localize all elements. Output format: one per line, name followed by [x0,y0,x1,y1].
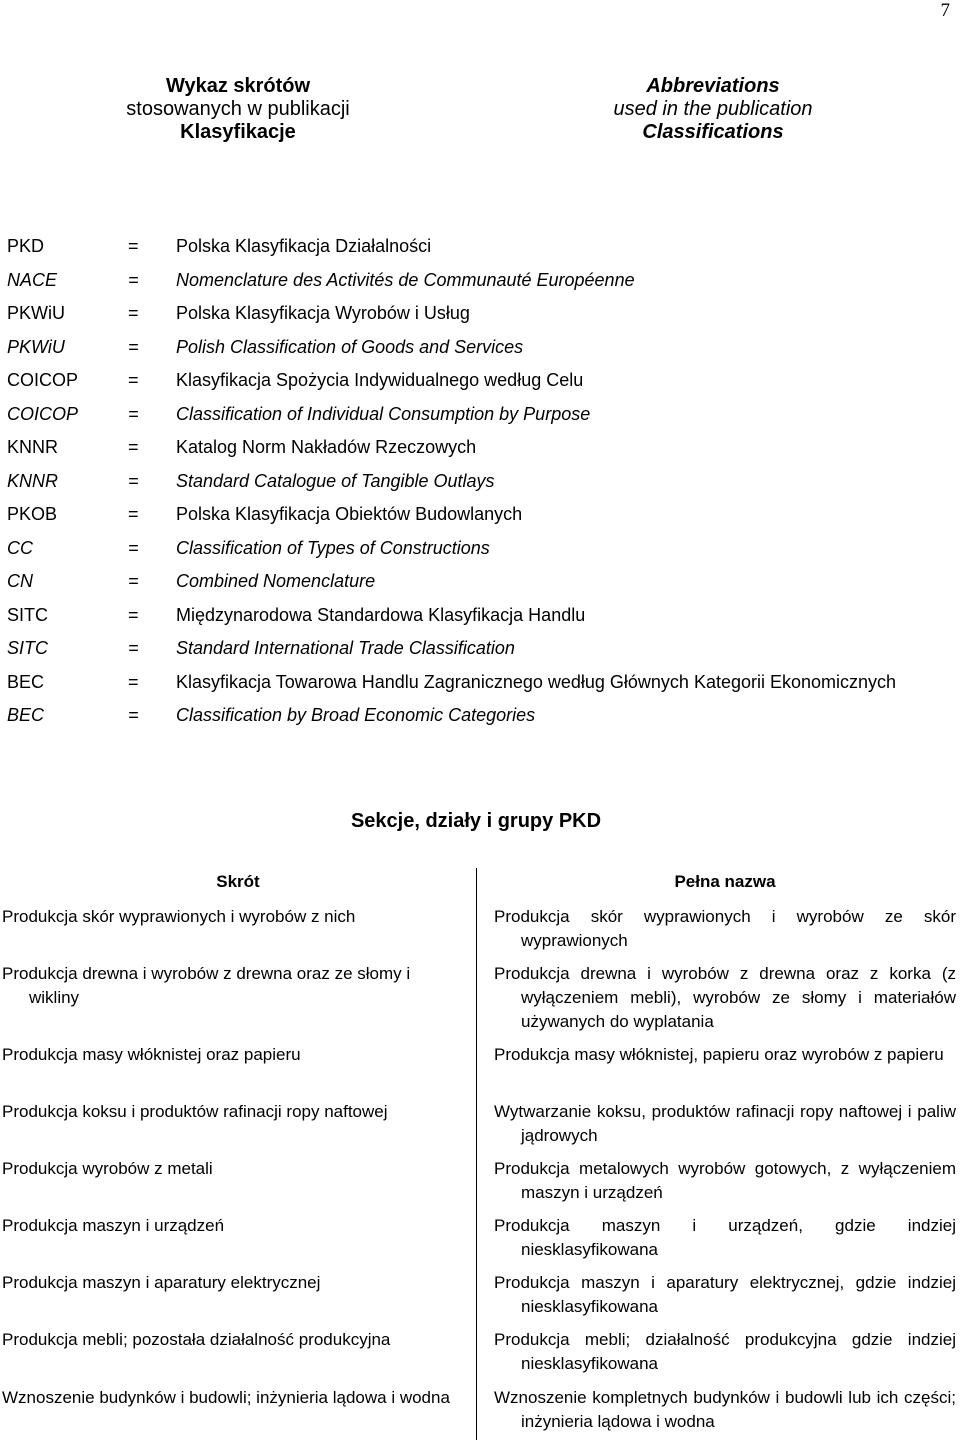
equals-sign: = [128,504,139,524]
abbreviation-description: Polska Klasyfikacja Wyrobów i Usług [176,303,470,323]
title-english [533,75,893,144]
abbreviation-code: SITC [7,638,49,658]
abbreviation-row [7,632,957,666]
abbreviation-code: CN [7,571,33,591]
title-polish-line3: Klasyfikacje [180,121,296,143]
abbreviation-row [7,498,957,532]
abbreviation-row [7,398,957,432]
abbreviation-description: Polish Classification of Goods and Services [176,336,524,357]
title-polish-line2: stosowanych w publikacji [126,98,350,120]
abbreviation-code: KNNR [7,470,59,491]
title-polish [58,75,418,144]
abbreviation-row [7,532,957,566]
page-number: 7 [940,0,950,21]
abbreviation-code: PKWiU [7,303,65,323]
title-english-line1: Abbreviations [646,75,780,97]
equals-sign: = [128,336,139,357]
section-title: Sekcje, działy i grupy PKD [350,810,602,832]
pkd-table [0,868,960,1440]
equals-sign: = [128,303,139,323]
equals-sign: = [128,537,139,558]
abbreviation-description: Polska Klasyfikacja Działalności [176,236,432,256]
table-cell-full: Produkcja masy włóknistej, papieru oraz wyrobów z papieru [494,1045,944,1064]
table-cell-short: Produkcja mebli; pozostała działalność produkcyjna [2,1330,391,1349]
abbreviation-row [7,565,957,599]
title-english-line3: Classifications [642,121,784,143]
abbreviation-description: Międzynarodowa Standardowa Klasyfikacja Handlu [176,604,586,625]
table-cell-full: Produkcja drewna i wyrobów z drewna oraz z korka (z wyłączeniem mebli), wyrobów ze słomy i materiałów używanych do wyplatania [494,964,956,1031]
abbreviation-row [7,666,957,700]
title-english-line2: used in the publication [613,98,813,120]
abbreviation-row [7,465,957,499]
equals-sign: = [128,705,139,725]
table-cell-full: Produkcja skór wyprawionych i wyrobów ze skór wyprawionych [494,907,956,950]
table-cell-short: Produkcja maszyn i urządzeń [2,1216,225,1235]
abbreviation-description: Classification of Individual Consumption by Purpose [176,403,591,424]
table-cell-full: Wytwarzanie koksu, produktów rafinacji ropy naftowej i paliw jądrowych [494,1102,956,1145]
abbreviation-description: Polska Klasyfikacja Obiektów Budowlanych [176,504,523,524]
column-divider [476,868,477,1440]
table-cell-full: Produkcja mebli; działalność produkcyjna gdzie indziej niesklasyfikowana [494,1330,956,1373]
table-cell-full: Produkcja maszyn i aparatury elektrycznej, gdzie indziej niesklasyfikowana [494,1273,956,1316]
abbreviation-code: NACE [7,269,58,290]
abbreviation-description: Katalog Norm Nakładów Rzeczowych [176,437,477,457]
table-cell-full: Produkcja maszyn i urządzeń, gdzie indziej niesklasyfikowana [494,1216,956,1259]
abbreviation-row [7,230,957,264]
equals-sign: = [128,638,139,658]
table-cell-full: Produkcja metalowych wyrobów gotowych, z wyłączeniem maszyn i urządzeń [494,1159,956,1202]
abbreviation-row [7,331,957,365]
abbreviation-row [7,599,957,633]
abbreviation-row [7,364,957,398]
abbreviation-code: PKD [7,236,45,256]
abbreviation-code: COICOP [7,370,79,390]
abbreviation-code: BEC [7,671,45,692]
abbreviation-description: Nomenclature des Activités de Communauté Européenne [176,269,635,290]
abbreviation-code: BEC [7,705,45,725]
abbreviation-list [7,230,957,733]
table-cell-short: Produkcja wyrobów z metali [2,1159,213,1178]
title-polish-line1: Wykaz skrótów [165,75,311,97]
abbreviation-row [7,297,957,331]
equals-sign: = [128,370,139,390]
abbreviation-description: Classification of Types of Constructions [176,537,490,558]
equals-sign: = [128,403,139,424]
abbreviation-description: Klasyfikacja Towarowa Handlu Zagranicznego według Głównych Kategorii Ekonomicznych [176,671,897,692]
table-cell-short: Produkcja masy włóknistej oraz papieru [2,1045,301,1064]
abbreviation-description: Combined Nomenclature [176,571,376,591]
table-cell-short: Wznoszenie budynków i budowli; inżynieria lądowa i wodna [2,1388,450,1407]
table-cell-short: Produkcja skór wyprawionych i wyrobów z nich [2,907,356,926]
abbreviation-code: PKOB [7,504,58,524]
abbreviation-description: Standard International Trade Classification [176,638,515,658]
equals-sign: = [128,437,139,457]
abbreviation-code: PKWiU [7,336,65,357]
equals-sign: = [128,604,139,625]
abbreviation-code: SITC [7,604,49,625]
abbreviation-code: KNNR [7,437,59,457]
abbreviation-row [7,264,957,298]
abbreviation-description: Classification by Broad Economic Categories [176,705,536,725]
table-cell-short: Produkcja koksu i produktów rafinacji ropy naftowej [2,1102,388,1121]
equals-sign: = [128,470,139,491]
table-cell-short: Produkcja maszyn i aparatury elektrycznej [2,1273,321,1292]
equals-sign: = [128,236,139,256]
abbreviation-row [7,431,957,465]
equals-sign: = [128,571,139,591]
abbreviation-code: COICOP [7,403,79,424]
column-header-full: Pełna nazwa [674,872,776,891]
equals-sign: = [128,671,139,692]
abbreviation-description: Klasyfikacja Spożycia Indywidualnego według Celu [176,370,584,390]
column-header-short: Skrót [216,872,260,891]
abbreviation-code: CC [7,537,33,558]
abbreviation-description: Standard Catalogue of Tangible Outlays [176,470,495,491]
equals-sign: = [128,269,139,290]
table-cell-short: Produkcja drewna i wyrobów z drewna oraz ze słomy i wikliny [2,964,411,1007]
table-cell-full: Wznoszenie kompletnych budynków i budowli lub ich części; inżynieria lądowa i wodna [494,1388,956,1431]
abbreviation-row [7,699,957,733]
